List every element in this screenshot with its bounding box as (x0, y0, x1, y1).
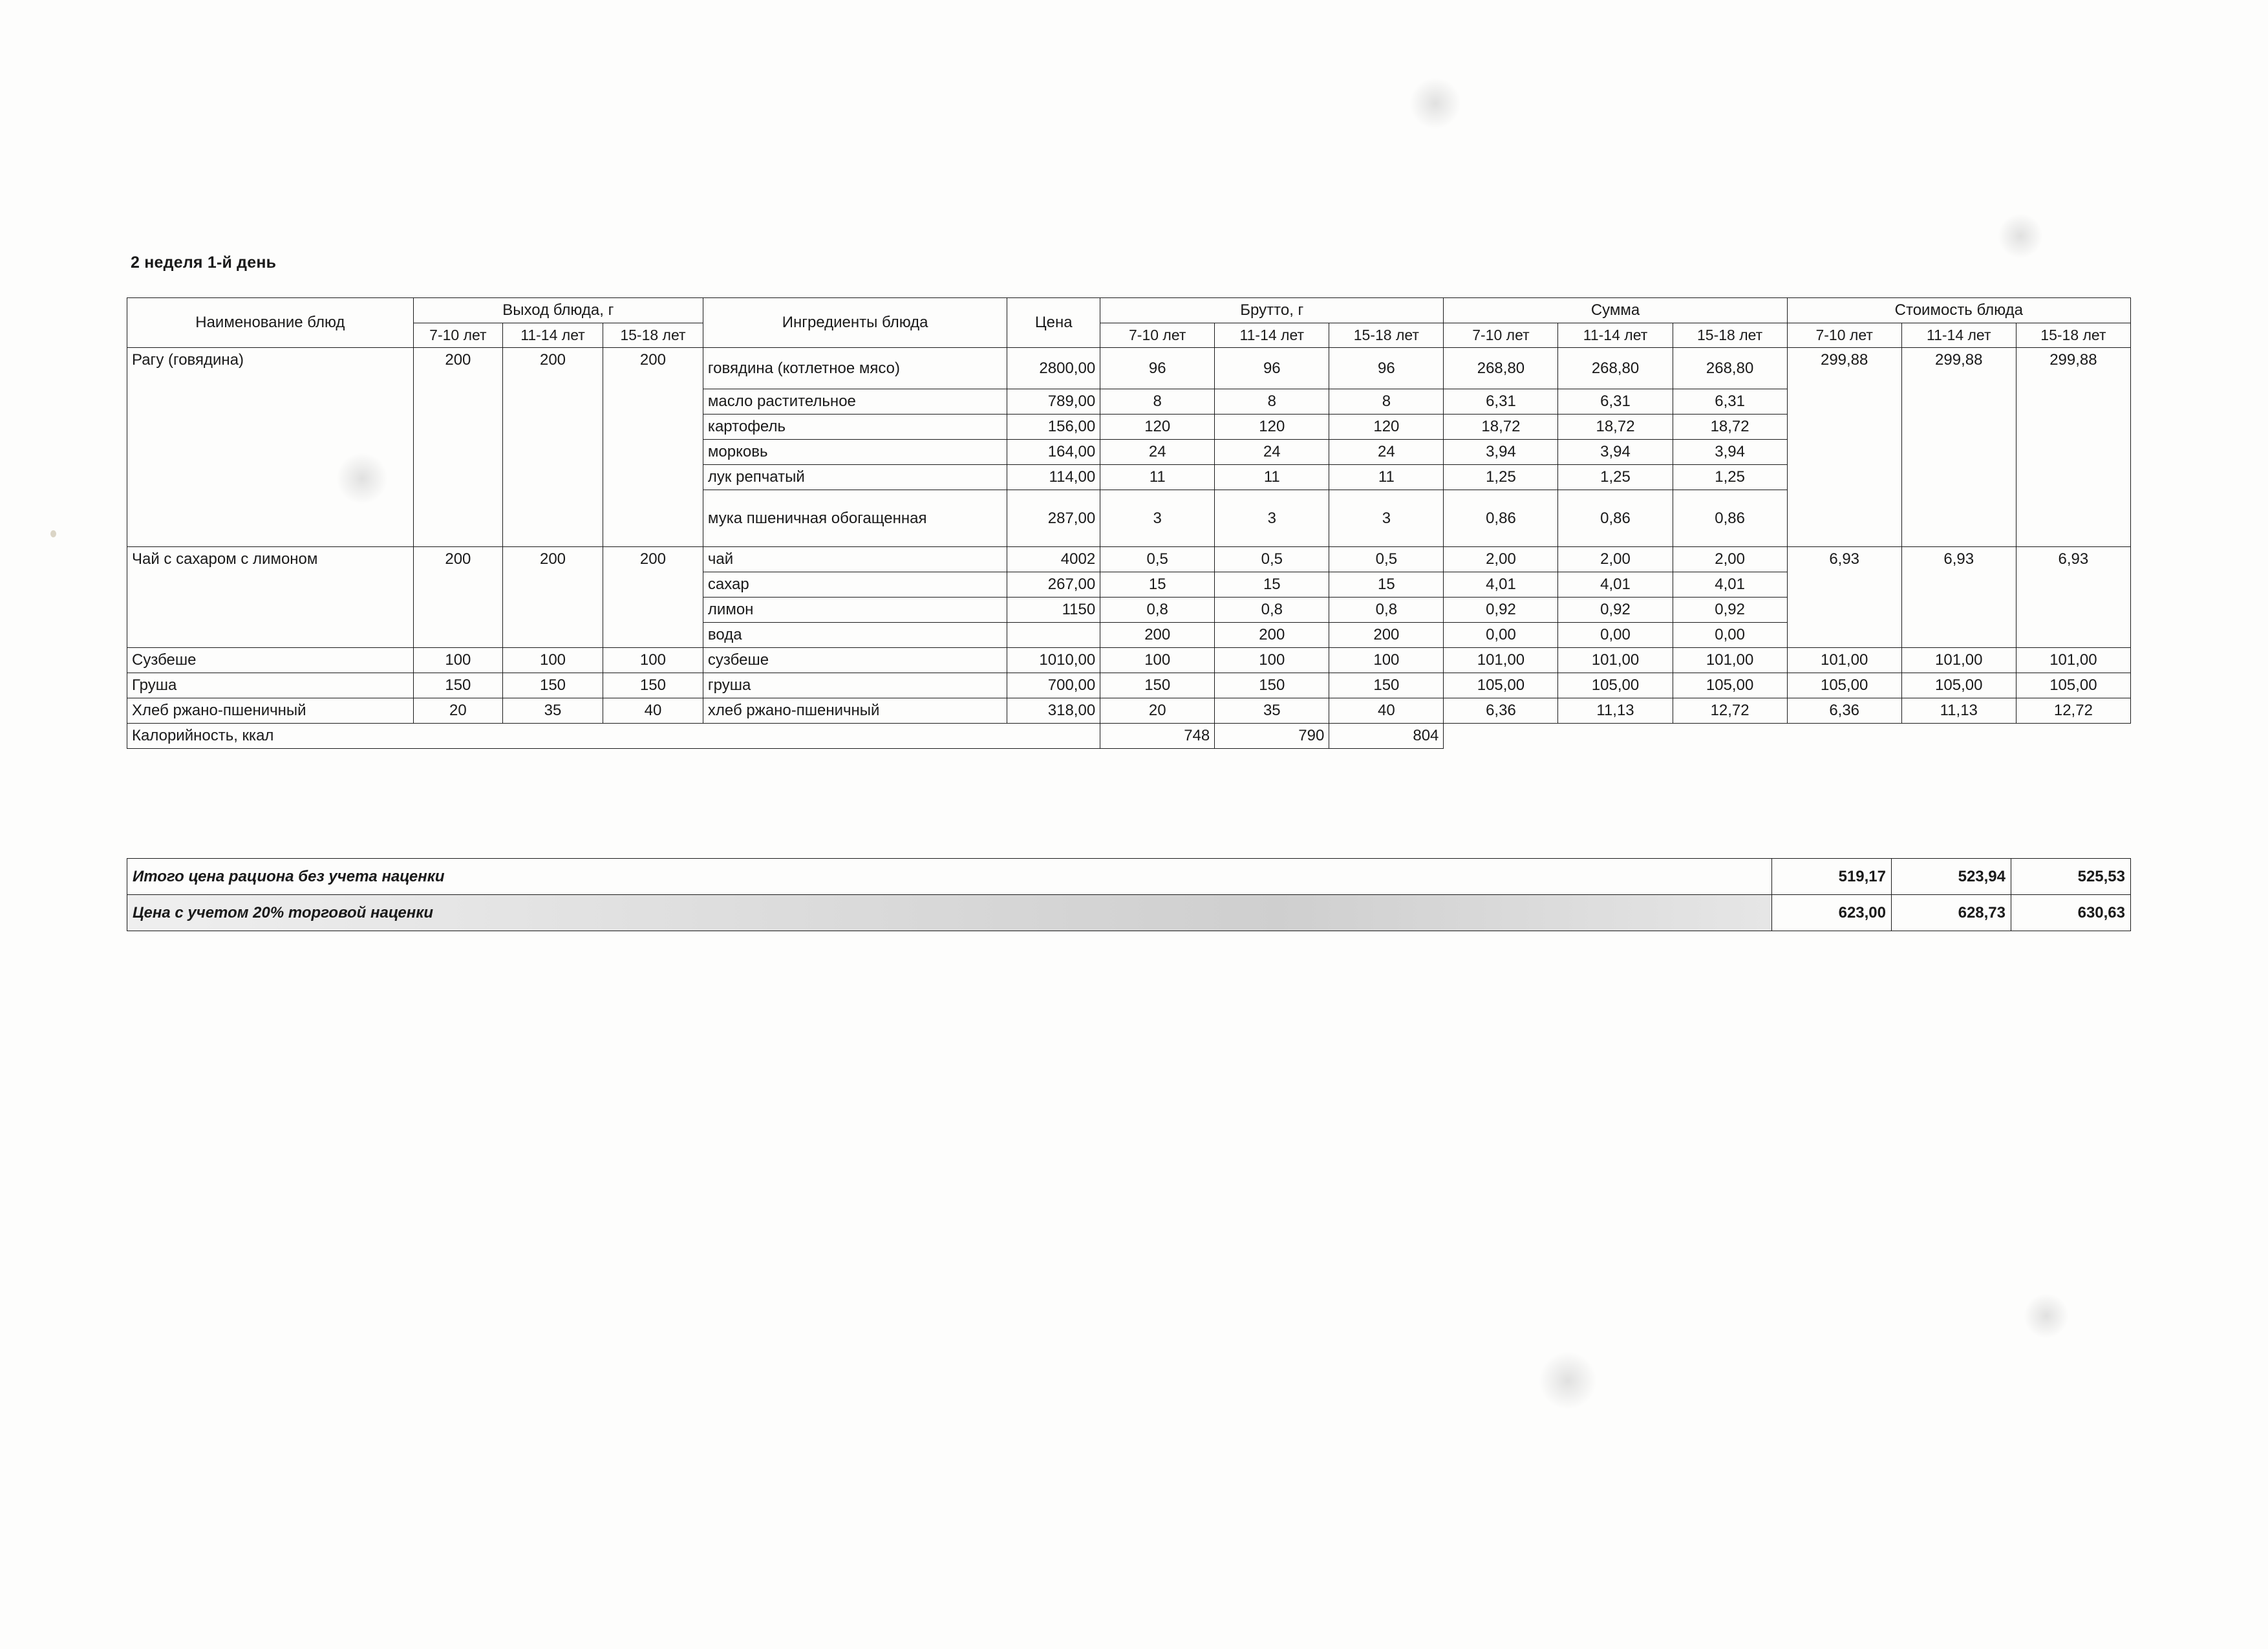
scan-smudge (2024, 1293, 2069, 1339)
cell-sum-1: 1,25 (1444, 465, 1558, 490)
cell-gross-2: 100 (1215, 648, 1329, 673)
cell-sum-2: 268,80 (1558, 348, 1673, 389)
cell-cost-3: 299,88 (2016, 348, 2130, 547)
cell-gross-2: 120 (1215, 415, 1329, 440)
cell-gross-3: 8 (1329, 389, 1444, 415)
calories-label: Калорийность, ккал (127, 724, 1100, 749)
cell-sum-1: 18,72 (1444, 415, 1558, 440)
header-yield: Выход блюда, г (413, 298, 703, 323)
cell-gross-3: 3 (1329, 490, 1444, 547)
cell-sum-3: 0,86 (1673, 490, 1787, 547)
cell-sum-1: 105,00 (1444, 673, 1558, 698)
page-title: 2 неделя 1-й день (131, 253, 277, 272)
cell-yield-2: 200 (503, 547, 603, 648)
totals-base-3: 525,53 (2011, 859, 2131, 895)
totals-base-2: 523,94 (1892, 859, 2011, 895)
cell-cost-1: 6,93 (1787, 547, 1901, 648)
cell-gross-1: 0,5 (1100, 547, 1215, 572)
cell-cost-2: 101,00 (1901, 648, 2016, 673)
cell-gross-3: 11 (1329, 465, 1444, 490)
totals-markup-2: 628,73 (1892, 895, 2011, 931)
cell-sum-2: 0,00 (1558, 623, 1673, 648)
cell-sum-2: 4,01 (1558, 572, 1673, 598)
totals-base-1: 519,17 (1772, 859, 1892, 895)
calories-value-3: 804 (1329, 724, 1444, 749)
cell-dish-name: Груша (127, 673, 414, 698)
cell-cost-3: 12,72 (2016, 698, 2130, 724)
cell-yield-2: 150 (503, 673, 603, 698)
cell-gross-3: 96 (1329, 348, 1444, 389)
cell-sum-2: 6,31 (1558, 389, 1673, 415)
header-cost: Стоимость блюда (1787, 298, 2130, 323)
cell-ingredient: морковь (703, 440, 1007, 465)
header-sum: Сумма (1444, 298, 1787, 323)
header-dish-name: Наименование блюд (127, 298, 414, 348)
cell-sum-3: 268,80 (1673, 348, 1787, 389)
cell-yield-3: 200 (603, 547, 703, 648)
cell-gross-1: 11 (1100, 465, 1215, 490)
totals-row-markup-price (127, 895, 2131, 931)
cell-gross-3: 0,5 (1329, 547, 1444, 572)
totals-table (127, 858, 2131, 931)
cell-gross-1: 96 (1100, 348, 1215, 389)
cell-cost-2: 105,00 (1901, 673, 2016, 698)
cell-cost-1: 105,00 (1787, 673, 1901, 698)
calories-blank (2016, 724, 2130, 749)
calories-blank (1558, 724, 1673, 749)
table-row (127, 348, 2131, 389)
totals-label-base: Итого цена рациона без учета наценки (127, 859, 1772, 895)
cell-ingredient: груша (703, 673, 1007, 698)
cell-sum-3: 18,72 (1673, 415, 1787, 440)
cell-gross-3: 200 (1329, 623, 1444, 648)
cell-gross-2: 0,8 (1215, 598, 1329, 623)
cell-cost-2: 11,13 (1901, 698, 2016, 724)
scan-speck (50, 530, 56, 537)
calories-value-2: 790 (1215, 724, 1329, 749)
cell-gross-1: 20 (1100, 698, 1215, 724)
cell-gross-3: 15 (1329, 572, 1444, 598)
cell-gross-1: 24 (1100, 440, 1215, 465)
cell-sum-1: 2,00 (1444, 547, 1558, 572)
table-row (127, 673, 2131, 698)
header-cost-age-2: 11-14 лет (1901, 323, 2016, 348)
cell-gross-3: 100 (1329, 648, 1444, 673)
cell-yield-1: 20 (413, 698, 502, 724)
totals-markup-3: 630,63 (2011, 895, 2131, 931)
cell-gross-2: 200 (1215, 623, 1329, 648)
cell-dish-name: Рагу (говядина) (127, 348, 414, 547)
cell-gross-2: 96 (1215, 348, 1329, 389)
cell-sum-3: 4,01 (1673, 572, 1787, 598)
cell-ingredient: хлеб ржано-пшеничный (703, 698, 1007, 724)
cell-sum-3: 6,31 (1673, 389, 1787, 415)
cell-gross-1: 15 (1100, 572, 1215, 598)
scan-smudge (1539, 1352, 1597, 1410)
cell-cost-3: 105,00 (2016, 673, 2130, 698)
cell-gross-2: 3 (1215, 490, 1329, 547)
totals-row-base-price (127, 859, 2131, 895)
cell-yield-3: 100 (603, 648, 703, 673)
cell-cost-1: 6,36 (1787, 698, 1901, 724)
cell-sum-1: 0,86 (1444, 490, 1558, 547)
cell-yield-1: 200 (413, 547, 502, 648)
cell-yield-1: 100 (413, 648, 502, 673)
cell-ingredient: масло растительное (703, 389, 1007, 415)
cell-ingredient: сахар (703, 572, 1007, 598)
header-sum-age-1: 7-10 лет (1444, 323, 1558, 348)
cell-ingredient: лук репчатый (703, 465, 1007, 490)
header-gross-age-2: 11-14 лет (1215, 323, 1329, 348)
cell-ingredient: говядина (котлетное мясо) (703, 348, 1007, 389)
cell-cost-2: 6,93 (1901, 547, 2016, 648)
cell-sum-1: 0,00 (1444, 623, 1558, 648)
cell-sum-2: 0,86 (1558, 490, 1673, 547)
header-gross-age-3: 15-18 лет (1329, 323, 1444, 348)
cell-gross-1: 150 (1100, 673, 1215, 698)
cell-dish-name: Хлеб ржано-пшеничный (127, 698, 414, 724)
table-row (127, 698, 2131, 724)
table-row (127, 547, 2131, 572)
cell-sum-2: 11,13 (1558, 698, 1673, 724)
cell-sum-3: 1,25 (1673, 465, 1787, 490)
cell-gross-3: 150 (1329, 673, 1444, 698)
cell-sum-3: 105,00 (1673, 673, 1787, 698)
scan-smudge (1998, 213, 2043, 259)
calories-value-1: 748 (1100, 724, 1215, 749)
cell-gross-1: 100 (1100, 648, 1215, 673)
cell-price: 2800,00 (1007, 348, 1100, 389)
cell-yield-1: 150 (413, 673, 502, 698)
cell-ingredient: чай (703, 547, 1007, 572)
cell-gross-1: 200 (1100, 623, 1215, 648)
cell-sum-3: 0,92 (1673, 598, 1787, 623)
cell-sum-2: 0,92 (1558, 598, 1673, 623)
calories-blank (1673, 724, 1787, 749)
cell-ingredient: картофель (703, 415, 1007, 440)
cell-sum-1: 101,00 (1444, 648, 1558, 673)
cell-sum-2: 1,25 (1558, 465, 1673, 490)
cell-gross-3: 0,8 (1329, 598, 1444, 623)
cell-price: 287,00 (1007, 490, 1100, 547)
calories-row (127, 724, 2131, 749)
totals-markup-1: 623,00 (1772, 895, 1892, 931)
cell-sum-1: 6,36 (1444, 698, 1558, 724)
header-sum-age-3: 15-18 лет (1673, 323, 1787, 348)
cell-dish-name: Чай с сахаром с лимоном (127, 547, 414, 648)
calories-blank (1787, 724, 1901, 749)
header-cost-age-3: 15-18 лет (2016, 323, 2130, 348)
cell-sum-1: 4,01 (1444, 572, 1558, 598)
cell-cost-1: 101,00 (1787, 648, 1901, 673)
cell-yield-2: 100 (503, 648, 603, 673)
cell-yield-3: 40 (603, 698, 703, 724)
cell-price (1007, 623, 1100, 648)
cell-sum-2: 18,72 (1558, 415, 1673, 440)
scan-smudge (1409, 78, 1461, 129)
header-yield-age-2: 11-14 лет (503, 323, 603, 348)
cell-sum-1: 0,92 (1444, 598, 1558, 623)
cell-sum-1: 268,80 (1444, 348, 1558, 389)
cell-sum-3: 12,72 (1673, 698, 1787, 724)
calories-blank (1444, 724, 1558, 749)
cell-gross-2: 15 (1215, 572, 1329, 598)
cell-yield-2: 200 (503, 348, 603, 547)
cell-price: 789,00 (1007, 389, 1100, 415)
cell-sum-2: 2,00 (1558, 547, 1673, 572)
cell-cost-3: 101,00 (2016, 648, 2130, 673)
cell-yield-2: 35 (503, 698, 603, 724)
cell-gross-2: 24 (1215, 440, 1329, 465)
cell-sum-3: 101,00 (1673, 648, 1787, 673)
cell-cost-2: 299,88 (1901, 348, 2016, 547)
cell-price: 318,00 (1007, 698, 1100, 724)
table-header-row-1 (127, 298, 2131, 323)
cell-gross-3: 120 (1329, 415, 1444, 440)
cell-gross-1: 120 (1100, 415, 1215, 440)
cell-dish-name: Сузбеше (127, 648, 414, 673)
cell-gross-2: 150 (1215, 673, 1329, 698)
cell-price: 700,00 (1007, 673, 1100, 698)
calories-blank (1901, 724, 2016, 749)
cell-ingredient: вода (703, 623, 1007, 648)
header-ingredients: Ингредиенты блюда (703, 298, 1007, 348)
menu-table (127, 297, 2131, 749)
cell-gross-2: 0,5 (1215, 547, 1329, 572)
table-row (127, 648, 2131, 673)
cell-price: 1010,00 (1007, 648, 1100, 673)
cell-gross-1: 3 (1100, 490, 1215, 547)
cell-gross-1: 8 (1100, 389, 1215, 415)
table-header-row-2 (127, 323, 2131, 348)
cell-gross-1: 0,8 (1100, 598, 1215, 623)
cell-gross-2: 8 (1215, 389, 1329, 415)
cell-gross-2: 35 (1215, 698, 1329, 724)
cell-gross-3: 24 (1329, 440, 1444, 465)
header-sum-age-2: 11-14 лет (1558, 323, 1673, 348)
cell-sum-1: 3,94 (1444, 440, 1558, 465)
cell-yield-3: 200 (603, 348, 703, 547)
cell-price: 156,00 (1007, 415, 1100, 440)
cell-price: 267,00 (1007, 572, 1100, 598)
cell-ingredient: мука пшеничная обогащенная (703, 490, 1007, 547)
header-yield-age-3: 15-18 лет (603, 323, 703, 348)
cell-sum-2: 3,94 (1558, 440, 1673, 465)
cell-cost-1: 299,88 (1787, 348, 1901, 547)
cell-ingredient: сузбеше (703, 648, 1007, 673)
header-cost-age-1: 7-10 лет (1787, 323, 1901, 348)
cell-sum-3: 3,94 (1673, 440, 1787, 465)
header-gross-age-1: 7-10 лет (1100, 323, 1215, 348)
cell-price: 1150 (1007, 598, 1100, 623)
cell-yield-3: 150 (603, 673, 703, 698)
cell-price: 114,00 (1007, 465, 1100, 490)
cell-price: 4002 (1007, 547, 1100, 572)
header-price: Цена (1007, 298, 1100, 348)
cell-gross-2: 11 (1215, 465, 1329, 490)
cell-ingredient: лимон (703, 598, 1007, 623)
cell-gross-3: 40 (1329, 698, 1444, 724)
cell-sum-1: 6,31 (1444, 389, 1558, 415)
header-gross: Брутто, г (1100, 298, 1444, 323)
cell-sum-3: 0,00 (1673, 623, 1787, 648)
cell-sum-2: 105,00 (1558, 673, 1673, 698)
cell-sum-2: 101,00 (1558, 648, 1673, 673)
cell-yield-1: 200 (413, 348, 502, 547)
cell-sum-3: 2,00 (1673, 547, 1787, 572)
cell-price: 164,00 (1007, 440, 1100, 465)
header-yield-age-1: 7-10 лет (413, 323, 502, 348)
totals-label-markup: Цена с учетом 20% торговой наценки (127, 895, 1772, 931)
cell-cost-3: 6,93 (2016, 547, 2130, 648)
